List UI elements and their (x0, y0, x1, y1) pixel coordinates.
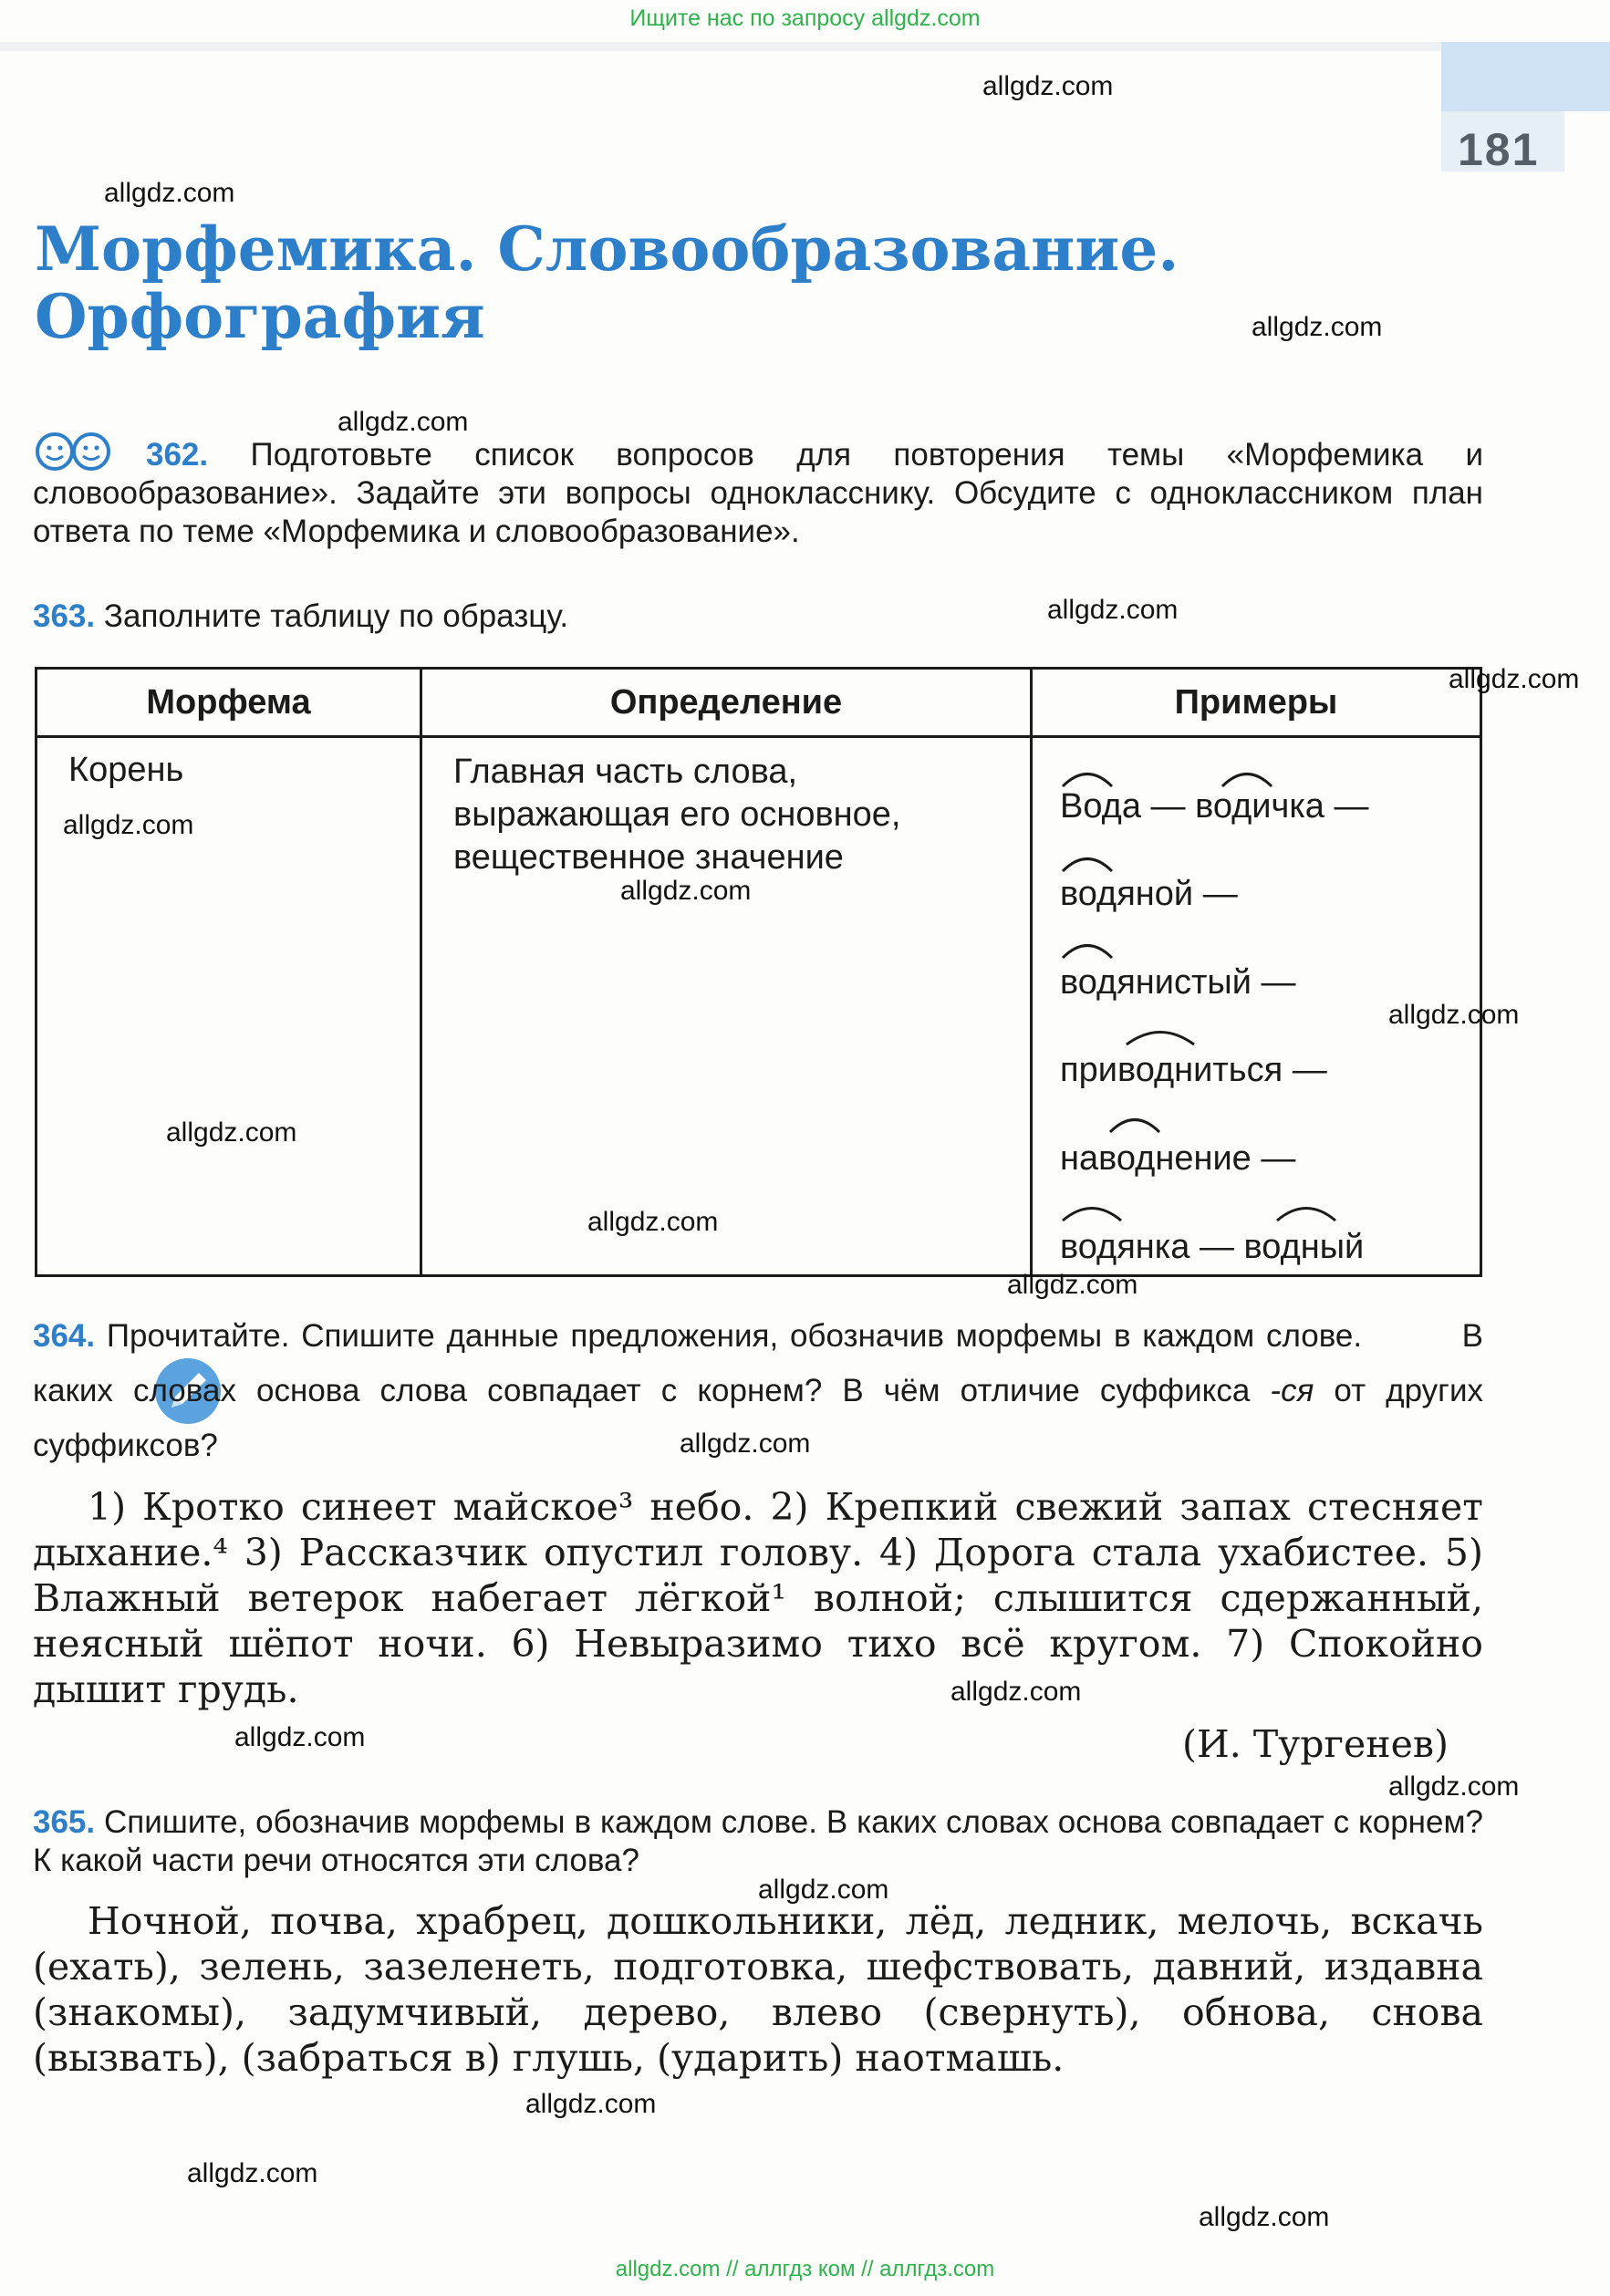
watermark: allgdz.com (587, 1207, 719, 1237)
watermark: allgdz.com (338, 407, 469, 437)
exercise-365 (33, 1803, 1483, 1880)
watermark: allgdz.com (166, 1117, 297, 1148)
watermark: allgdz.com (680, 1429, 811, 1459)
header-band (0, 42, 1610, 51)
example-line: водянистый — (1060, 963, 1296, 1002)
example-line: наводнение — (1060, 1139, 1296, 1178)
watermark: allgdz.com (1199, 2202, 1330, 2232)
watermark: allgdz.com (63, 810, 194, 840)
exercise-364-question: В каких словах основа слова совпадает с корнем? В чём отличие суффикса (33, 1318, 1483, 1408)
page-number: 181 (1458, 124, 1540, 175)
title-line-2: Орфография (35, 281, 485, 352)
footer-links[interactable]: allgdz.com // аллгдз ком // аллгдз.com (615, 2257, 995, 2281)
exercise-363-number: 363. (33, 598, 96, 634)
watermark: allgdz.com (950, 1677, 1082, 1707)
example-line: водяной — (1060, 875, 1238, 913)
root-arc-icon (1060, 1196, 1124, 1223)
exercise-362 (33, 436, 1483, 551)
exercise-362-number: 362. (146, 437, 209, 473)
watermark: allgdz.com (525, 2089, 657, 2119)
root-arc-icon (1124, 1020, 1197, 1047)
watermark: allgdz.com (1047, 595, 1179, 625)
exercise-363-text: Заполните таблицу по образцу. (103, 598, 569, 634)
suffix-sya: -ся (1270, 1373, 1314, 1408)
watermark: allgdz.com (1252, 312, 1383, 342)
watermark: allgdz.com (234, 1722, 366, 1752)
exercise-365-text: Спишите, обозначив морфемы в каждом слове. В каких словах основа совпадает с корнем? К какой части речи относятся эти слова? (33, 1804, 1483, 1878)
example-line: приводниться — (1060, 1051, 1327, 1089)
exercise-364-text: Прочитайте. Спишите данные предложения, обозначив морфемы в каждом слове. (106, 1318, 1363, 1354)
watermark: allgdz.com (1449, 664, 1580, 694)
top-banner[interactable]: Ищите нас по запросу allgdz.com (629, 5, 981, 31)
table-header: Примеры (1032, 669, 1481, 737)
watermark: allgdz.com (620, 876, 752, 906)
morpheme-table (35, 667, 1482, 1277)
table-header: Определение (421, 669, 1032, 737)
root-arc-icon (1274, 1196, 1338, 1223)
exercise-362-text: Подготовьте список вопросов для повторения темы «Морфемика и словообразование». Задайте эти вопросы однокласснику. Обсудите с одноклассником план ответа по теме «Морфемика и словообразование». (33, 437, 1484, 549)
exercise-365-number: 365. (33, 1804, 96, 1840)
table-header-row (36, 669, 1481, 737)
exercise-364-question-end: от других суффиксов? (33, 1373, 1483, 1463)
watermark: allgdz.com (104, 178, 235, 208)
root-arc-icon (1060, 847, 1115, 874)
root-arc-icon (1060, 762, 1115, 789)
exercise-363 (33, 597, 1483, 636)
root-arc-icon (1220, 762, 1274, 789)
turgenev-sentences: 1) Кротко синеет майское³ небо. 2) Крепкий свежий запах стесняет дыхание.⁴ 3) Рассказчик опустил голову. 4) Дорога стала ухабистее. 5) Влажный ветерок набегает лёгкой¹ волной; слышится сдержанный, неясный шёпот ночи. 6) Невыразимо тихо всё кругом. 7) Спокойно дышит грудь. (33, 1485, 1483, 1711)
watermark: allgdz.com (1007, 1270, 1138, 1300)
watermark: allgdz.com (982, 71, 1114, 101)
title-line-1: Морфемика. Словообразование. (35, 213, 1179, 285)
root-arc-icon (1060, 933, 1115, 961)
exercise-364-number: 364. (33, 1318, 96, 1354)
root-arc-icon (1107, 1107, 1162, 1135)
example-line: Вода — водичка — (1060, 787, 1369, 826)
page-title (35, 215, 1403, 350)
watermark: allgdz.com (187, 2158, 318, 2188)
watermark: allgdz.com (758, 1875, 889, 1905)
morpheme-cell: Корень (36, 737, 421, 1276)
definition-cell: Главная часть слова, выражающая его основное, вещественное значение (421, 737, 1032, 1276)
author: (И. Тургенев) (1182, 1722, 1449, 1766)
watermark: allgdz.com (1388, 1771, 1520, 1802)
page-tab (1441, 42, 1610, 111)
table-header: Морфема (36, 669, 421, 737)
example-line: водянка — водный (1060, 1228, 1365, 1266)
word-list: Ночной, почва, храбрец, дошкольники, лёд, ледник, мелочь, вскачь (ехать), зелень, зазеленеть, подготовка, шефствовать, давний, издавна (знакомы), задумчивый, дерево, влево (свернуть), обнова, снова (вызвать), (забраться в) глушь, (ударить) наотмашь. (33, 1899, 1483, 2080)
table-row (36, 737, 1481, 1276)
watermark: allgdz.com (1388, 1000, 1520, 1030)
